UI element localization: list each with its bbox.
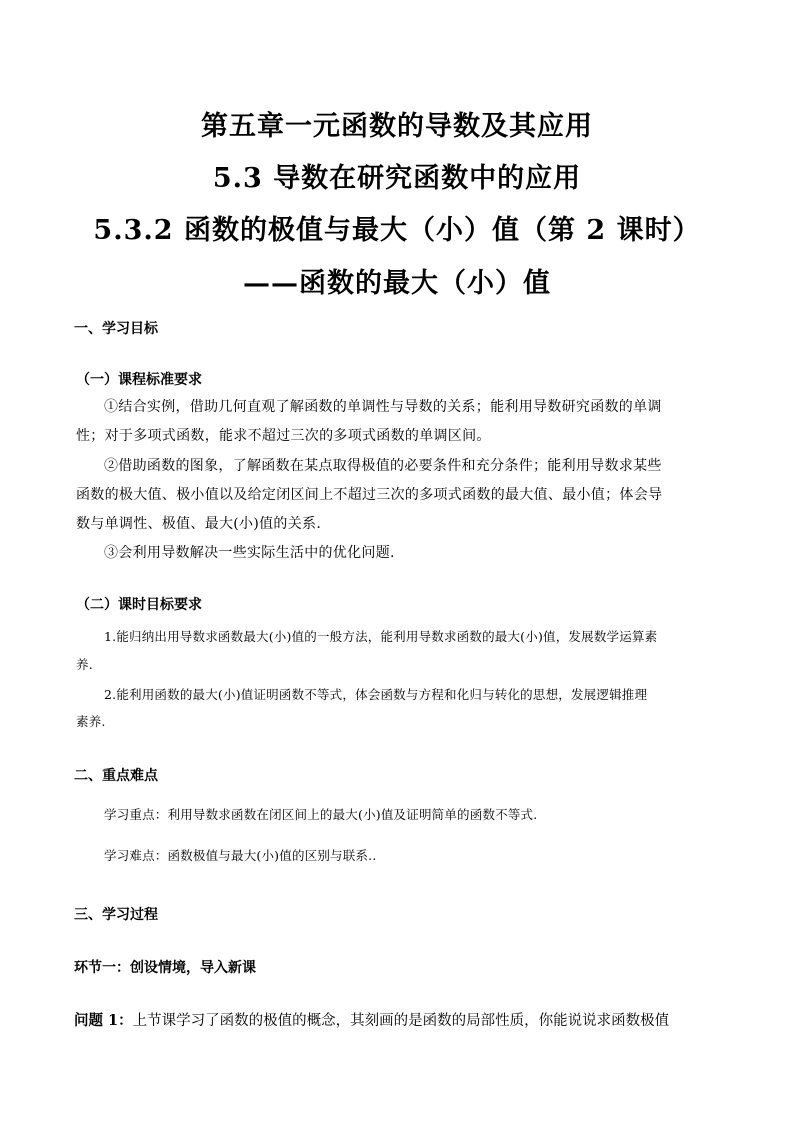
lesson-goals-heading: （二）课时目标要求 (76, 597, 202, 613)
chapter-title: 第五章一元函数的导数及其应用 (201, 111, 593, 142)
difficult-point: 学习难点：函数极值与最大(小)值的区别与联系.. (104, 848, 377, 863)
section2-heading: 二、重点难点 (74, 768, 158, 784)
goals-item1-line1: 1.能归纳出用导数求函数最大(小)值的一般方法，能利用导数求函数的最大(小)值，发展数学运算素 (104, 629, 658, 644)
curriculum-standards-heading: （一）课程标准要求 (76, 372, 202, 388)
question1-text: 上节课学习了函数的极值的概念，其刻画的是函数的局部性质，你能说说求函数极值 (132, 1013, 670, 1029)
standards-item3-line1: ③会利用导数解决一些实际生活中的优化问题. (104, 545, 395, 561)
key-point: 学习重点：利用导数求函数在闭区间上的最大(小)值及证明简单的函数不等式. (104, 807, 538, 822)
standards-item2-line1: ②借助函数的图象，了解函数在某点取得极值的必要条件和充分条件；能利用导数求某些 (104, 458, 662, 474)
question1-label: 问题 1： (74, 1012, 133, 1029)
question1 (74, 1009, 669, 1030)
standards-item1-line1: ①结合实例，借助几何直观了解函数的单调性与导数的关系；能利用导数研究函数的单调 (104, 399, 662, 415)
goals-item1-line2: 养. (76, 657, 93, 672)
section-title: 5.3 导数在研究函数中的应用 (212, 163, 582, 194)
goals-item2-line1: 2.能利用函数的最大(小)值证明函数不等式，体会函数与方程和化归与转化的思想，发展逻辑推理 (104, 687, 648, 702)
section3-heading: 三、学习过程 (74, 907, 158, 923)
standards-item2-line3: 数与单调性、极值、最大(小)值的关系. (76, 516, 322, 532)
lesson-subtitle: ——函数的最大（小）值 (243, 268, 551, 299)
lesson-title: 5.3.2 函数的极值与最大（小）值（第 2 课时） (93, 215, 701, 246)
standards-item2-line2: 函数的极大值、极小值以及给定闭区间上不超过三次的多项式函数的最大值、最小值；体会导 (76, 487, 663, 503)
goals-item2-line2: 素养. (76, 714, 106, 729)
step1-heading: 环节一：创设情境，导入新课 (74, 960, 256, 976)
standards-item1-line2: 性；对于多项式函数，能求不超过三次的多项式函数的单调区间。 (76, 428, 491, 444)
section1-heading: 一、学习目标 (74, 321, 158, 337)
